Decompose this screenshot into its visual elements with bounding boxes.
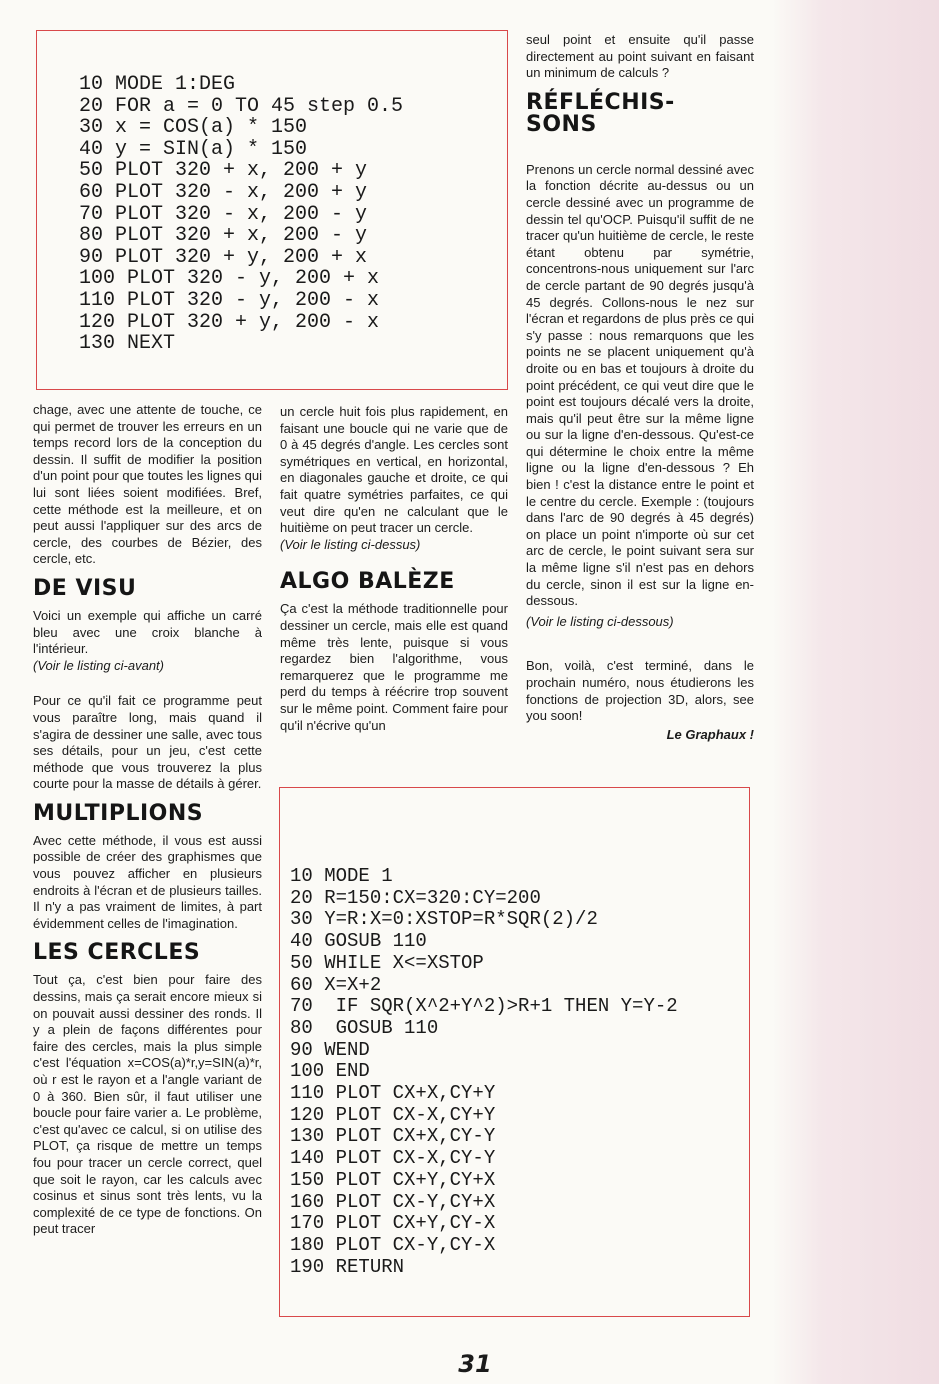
col1-multiplions-paragraph: Avec cette méthode, il vous est aussi possible de créer des graphismes que vous pouvez afficher en plusieurs endroits à l'écran et de plusieurs tailles. Il n'y a pas vraiment de limites, à part évidemment celles de l'imagination. — [33, 832, 262, 931]
heading-multiplions: MULTIPLIONS — [33, 800, 204, 826]
code-line: 140 PLOT CX-X,CY-Y — [290, 1147, 496, 1170]
code-line: 130 PLOT CX+X,CY-Y — [290, 1125, 496, 1148]
col1-visu-reference: (Voir le listing ci-avant) — [33, 657, 165, 673]
col1-visu-paragraph-2: Pour ce qu'il fait ce programme peut vous paraître long, mais quand il s'agira de dessiner une salle, avec tous ses détails, pour un jeu, c'est cette méthode que vous trouverez la plus courte pour la masse de détails à gérer. — [33, 693, 262, 792]
code-line: 40 y = SIN(a) * 150 — [79, 137, 308, 161]
col1-intro-paragraph: chage, avec une attente de touche, ce qui permet de trouver les erreurs en un temps record lors de la conception du dessin. Il suffit de modifier la position d'un point pour que toutes les lignes qui lui sont liées soient modifiées. Bref, cette méthode est la meilleure, et on peut aussi l'appliquer sur des arcs de cercle, des courbes de Bézier, des cercle, etc. — [33, 402, 262, 567]
code-line: 130 NEXT — [79, 332, 176, 356]
heading-les-cercles: LES CERCLES — [33, 940, 201, 966]
code-line: 160 PLOT CX-Y,CY+X — [290, 1190, 496, 1213]
col2-algo-paragraph: Ça c'est la méthode traditionnelle pour dessiner un cercle, mais elle est quand même très lente, puisque si vous regardez bien l'algorithme, vous remarquerez que le programme me perd du temps à réécrire trop souvent sur le même point. Comment faire pour qu'il n'écrive qu'un — [280, 601, 508, 733]
col3-outro-paragraph: Bon, voilà, c'est terminé, dans le prochain numéro, nous étudierons les fonctions de projection 3D, alors, see you soon! — [526, 658, 754, 724]
code-line: 110 PLOT 320 - y, 200 - x — [79, 288, 380, 312]
code-line: 80 GOSUB 110 — [290, 1016, 439, 1039]
code-line: 50 WHILE X<=XSTOP — [290, 951, 484, 974]
code-line: 100 END — [290, 1060, 370, 1083]
code-line: 170 PLOT CX+Y,CY-X — [290, 1212, 496, 1235]
code-listing-2-text — [290, 866, 678, 1278]
code-line: 90 WEND — [290, 1038, 370, 1061]
code-line: 190 RETURN — [290, 1255, 405, 1278]
col2-intro-paragraph: un cercle huit fois plus rapidement, en faisant une boucle qui ne varie que de 0 à 45 degrés d'angle. Les cercles sont symétriques en vertical, en horizontal, en diagonales gauche et droite, ce qui fait quatre symétries parfaites, ce qui veut dire qu'en ne calculant que le huitième on peut tracer un cercle. — [280, 404, 508, 536]
code-line: 10 MODE 1 — [290, 865, 393, 887]
code-line: 100 PLOT 320 - y, 200 + x — [79, 267, 380, 291]
heading-reflechissons: RÉFLÉCHIS-SONS — [526, 89, 675, 137]
column-3 — [526, 32, 754, 753]
code-line: 60 X=X+2 — [290, 973, 382, 996]
code-listing-1 — [36, 30, 508, 390]
code-line: 70 IF SQR(X^2+Y^2)>R+1 THEN Y=Y-2 — [290, 995, 678, 1018]
side-label — [790, 90, 930, 790]
code-listing-2 — [279, 787, 750, 1317]
code-line: 70 PLOT 320 - x, 200 - y — [79, 202, 368, 226]
col1-cercles-paragraph: Tout ça, c'est bien pour faire des dessins, mais ça serait encore mieux si on pouvait aussi dessiner des ronds. Il y a plein de façons différentes pour faire des cercles, mais la plus simple c'est l'équation x=COS(a)*r,y=SIN(a)*r, où r est le rayon et a l'angle variant de 0 à 360. Bien sûr, il faut utiliser une boucle pour faire varier a. Le problème, c'est qu'avec ce calcul, si on utilise des PLOT, ça risque de mettre un temps fou pour tracer un cercle correct, quel que soit le rayon, car les calculs avec cosinus et sinus sont très lents, vu la complexité de ce type de fonctions. On peut tracer — [33, 972, 262, 1237]
code-line: 30 x = COS(a) * 150 — [79, 116, 308, 140]
code-line: 60 PLOT 320 - x, 200 + y — [79, 180, 368, 204]
page-number: 31 — [458, 1350, 492, 1378]
code-line: 120 PLOT 320 + y, 200 - x — [79, 310, 380, 334]
code-line: 40 GOSUB 110 — [290, 930, 427, 953]
author-signature: Le Graphaux ! — [666, 726, 754, 742]
col1-visu-paragraph: Voici un exemple qui affiche un carré bleu avec une croix blanche à l'intérieur. — [33, 607, 262, 657]
code-line: 90 PLOT 320 + y, 200 + x — [79, 245, 368, 269]
code-line: 180 PLOT CX-Y,CY-X — [290, 1233, 496, 1256]
code-line: 80 PLOT 320 + x, 200 - y — [79, 224, 368, 248]
code-line: 110 PLOT CX+X,CY+Y — [290, 1082, 496, 1105]
code-listing-1-text — [79, 74, 403, 355]
heading-de-visu: DE VISU — [33, 575, 137, 601]
code-line: 20 R=150:CX=320:CY=200 — [290, 886, 541, 909]
code-line: 150 PLOT CX+Y,CY+X — [290, 1168, 496, 1191]
code-line: 50 PLOT 320 + x, 200 + y — [79, 159, 368, 183]
code-line: 20 FOR a = 0 TO 45 step 0.5 — [79, 94, 404, 118]
column-2 — [280, 404, 508, 744]
heading-algo-baleze: ALGO BALÈZE — [280, 569, 455, 595]
column-1 — [33, 402, 262, 1248]
col3-intro-paragraph: seul point et ensuite qu'il passe directement au point suivant en faisant un minimum de calculs ? — [526, 32, 754, 81]
code-line: 120 PLOT CX-X,CY+Y — [290, 1103, 496, 1126]
col3-reflechissons-reference: (Voir le listing ci-dessous) — [526, 613, 674, 629]
col3-reflechissons-paragraph: Prenons un cercle normal dessiné avec la fonction décrite au-dessus ou un cercle dessiné avec un programme de dessin tel qu'OCP. Puisqu'il suffit de ne tracer qu'un huitième de cercle, le reste étant obtenu par symétrie, concentrons-nous uniquement sur l'arc de cercle partant de 90 degrés jusqu'à 45 degrés. Collons-nous le nez sur l'écran et regardons de plus près ce qui s'y passe : nous remarquons que les points ne se placent uniquement qu'à droite ou en bas et toujours à droite du point précédent, ce qui veut dire que le point est toujours décalé vers la droite, mais qu'il peut être sur la même ligne ou sur la ligne d'en-dessous. Qu'est-ce qui détermine le choix entre la même ligne ou la ligne d'en-dessous ? Eh bien ! c'est la distance entre le point et le centre du cercle. Exemple : (toujours dans l'arc de 90 degrés à 45 degrés) on place un point n'importe où sur cet arc de cercle, le point suivant sera sur la même ligne s'il n'est pas en dehors du cercle, sinon il est sur la ligne en-dessous. — [526, 161, 754, 609]
code-line: 30 Y=R:X=0:XSTOP=R*SQR(2)/2 — [290, 908, 598, 931]
col2-intro-reference: (Voir le listing ci-dessus) — [280, 536, 421, 552]
code-line: 10 MODE 1:DEG — [79, 73, 236, 96]
